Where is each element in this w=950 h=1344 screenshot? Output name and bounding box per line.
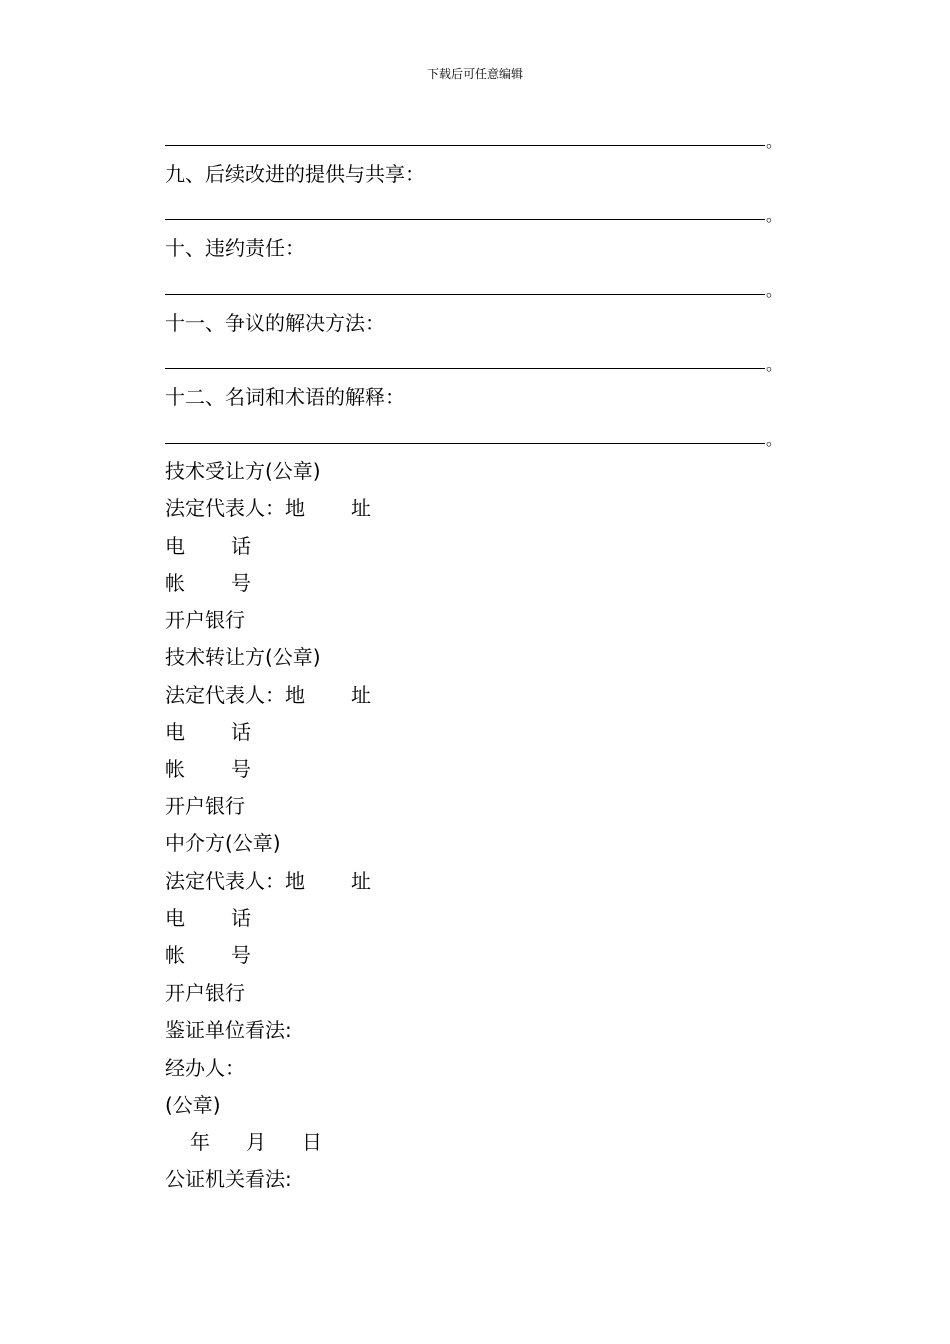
party-rep-address-row [165,681,371,709]
verification-opinion-label: 鉴证单位看法: [165,1018,292,1042]
party-name-intermediary: 中介方(公章) [165,831,281,855]
fill-line-period: 。 [766,430,783,449]
party-bank-label: 开户银行 [165,981,245,1005]
seal-label: (公章) [165,1093,221,1117]
notary-opinion-label: 公证机关看法: [165,1167,292,1191]
section-heading-improvements: 九、后续改进的提供与共享： [165,162,425,186]
party-phone-row: 电 话 [165,534,251,558]
blank-fill-line[interactable] [165,277,783,300]
page-header: 下载后可任意编辑 [426,67,523,81]
legal-rep-label: 法定代表人：地 [165,683,305,707]
month-label: 月 [246,1130,266,1154]
year-label: 年 [190,1130,210,1154]
party-account-row: 帐 号 [165,757,251,781]
party-name-transferee: 技术受让方(公章) [165,459,321,483]
fill-line-period: 。 [766,132,783,151]
fill-line-period: 。 [766,206,783,225]
date-row [190,1128,322,1156]
section-heading-terms: 十二、名词和术语的解释： [165,385,405,409]
party-rep-address-row [165,867,371,895]
party-bank-label: 开户银行 [165,794,245,818]
fill-line-period: 。 [766,281,783,300]
party-bank-label: 开户银行 [165,608,245,632]
party-name-transferor: 技术转让方(公章) [165,645,321,669]
blank-fill-line[interactable] [165,426,783,449]
party-account-row: 帐 号 [165,571,251,595]
party-account-row: 帐 号 [165,943,251,967]
handler-label: 经办人： [165,1056,245,1080]
day-label: 日 [302,1130,322,1154]
blank-fill-line[interactable] [165,351,783,374]
legal-rep-label: 法定代表人：地 [165,869,305,893]
party-phone-row: 电 话 [165,720,251,744]
section-heading-liability: 十、违约责任： [165,236,305,260]
address-label: 址 [351,496,371,520]
fill-line-period: 。 [766,355,783,374]
legal-rep-label: 法定代表人：地 [165,496,305,520]
section-heading-disputes: 十一、争议的解决方法： [165,311,385,335]
party-rep-address-row [165,494,371,522]
address-label: 址 [351,683,371,707]
address-label: 址 [351,869,371,893]
blank-fill-line[interactable] [165,202,783,225]
blank-fill-line[interactable] [165,128,783,151]
party-phone-row: 电 话 [165,906,251,930]
